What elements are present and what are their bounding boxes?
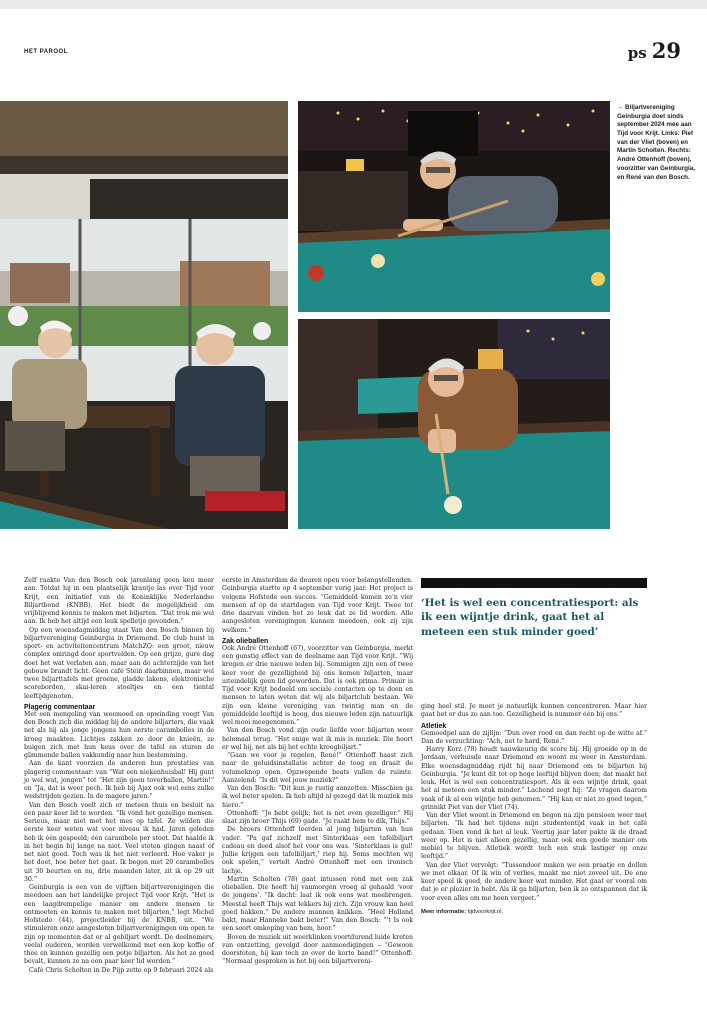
paragraph: De broers Ottenhoff leerden al jong biljarten van hun vader. “Pa gaf zichzelf met Sinterklaas een tafelbiljart cadeau en deed alsof het voor ons was. ‘Sinterklaas is gul! Jullie krijgen een tafelbiljart,’ riep hij. Soms mochten wij ook spelen,” vertelt André Ottenhoff met een ironisch lachje. (222, 826, 413, 875)
paragraph: Op een woensdagmiddag staat Van den Bosch binnen bij biljartvereniging Geinburgia in Driemond. De club huist in sport- en activiteitencentrum MatchZO: een groot, nieuw complex omringd door sportvelden. Op een grijze, gure dag doet het wat verlaten aan, maar aan de achterzijde van het gebouw brandt licht. Geen café Stein daarbinnen, maar wel twee biljarttafels met groene, gladde lakens, elektronische scoreborden, skai-leren stoeltjes en een tiental leeftijdgenoten. (24, 626, 214, 700)
more-info (421, 909, 647, 915)
subheading-plagerig-commentaar: Plagerig commentaar (24, 703, 96, 711)
caption-text: Biljartvereniging Geinburgia doet sinds september 2024 mee aan Tijd voor Krijt. Links: Piet van der Vliet (boven) en Martin Scholten. Rechts: André Ottenhoff (boven), voorzitter van Geinburgia, en René van den Bosch. (617, 104, 696, 181)
article-column-2 (222, 577, 413, 967)
paragraph: Van den Bosch vond zijn oude liefde voor biljarten weer helemaal terug. “Het enige wat ik mis is muziek. Die hoort er wel bij, net als bij het echte kroegbiljart.” (222, 727, 413, 751)
paragraph: Ook André Ottenhoff (67), voorzitter van Geinburgia, merkt een gunstig effect van de deelname aan Tijd voor Krijt. “Wij kregen er drie nieuwe leden bij. Sommigen zijn een of twee keer voor de gezelligheid bij ons komen biljarten, maar uiteindelijk geen lid geworden. Dat is ook prima. Primair is Tijd voor Krijt bedoeld om sociale contacten op te doen en mensen te laten weten dat wij als biljartclub bestaan. We zijn een kleine vereniging van twintig man en de gemiddelde leeftijd is hoog, dus nieuwe leden zijn natuurlijk wel mooi meegenomen.” (222, 644, 413, 726)
more-info-label: Meer informatie: (421, 908, 467, 915)
paragraph: Van den Bosch: “Dit kun je rustig aanzetten. Misschien ga ik wel beter spelen. Ik heb altijd al gezegd dat ik muziek mis hiero.” (222, 785, 413, 809)
publication-name: HET PAROOL (24, 49, 68, 55)
paragraph: Van der Vliet vervolgt: “Tussendoor maken we een praatje en dollen we met elkaar. Of ik win of verlies, maakt me niet zoveel uit. De ene keer speel ik goed, de andere keer wat minder. Het gaat er vooral om dat je er plezier in hebt. Als ik ga biljarten, ben ik zo ontspannen dat ik voor even alles om me heen vergeet.” (421, 861, 647, 902)
subheading-zak-olieballen: Zak olieballen (222, 637, 269, 645)
page-number-value: 29 (651, 38, 681, 63)
paragraph: Aan de kant voorzien de anderen hun prestaties van plagerig commentaar: van “Wat een niekenhuisbal! Hij gunt je wel wat, jongen” tot “Het zijn geen toverballen, Martin!” en “Ja, dat is weer pech. Ik heb bij Ajax ook wel eens zulke wedstrijden gezien. In de magere jaren.” (24, 760, 214, 801)
top-band (0, 0, 707, 9)
photo-caption (617, 104, 701, 182)
paragraph: eerste in Amsterdam de deuren open voor belangstellenden. Geinburgia startte op 4 september vorig jaar. Het project is volgens Hofstede een succes. “Gemiddeld komen zo’n vier mensen af op de startdagen van Tijd voor Krijt. Twee tot drie daarvan vinden het zo leuk dat ze lid worden. Alle aangesloten verenigingen kunnen meedoen, ook zij zijn welkom.” (222, 577, 413, 634)
more-info-link[interactable]: tijdvoorkrijt.nl. (467, 908, 504, 915)
paragraph: Ottenhoff: “Je hebt gelijk; het is net even gezelliger.” Hij slaat zijn broer Thijs (69) gade. “Je raakt hem te dik, Thijs.” (222, 809, 413, 825)
pullquote: ‘Het is wel een concentratiesport: als ik een wijntje drink, gaat het al meteen een stuk minder goed’ (421, 597, 639, 638)
photo-man-in-grey-sweater-shooting (298, 101, 610, 312)
paragraph: ging heel stil. Je moet je natuurlijk kunnen concentreren. Maar hier gaat het er dus zo aan toe. Gezelligheid is nummer één bij ons.” (421, 703, 647, 719)
paragraph: “Gaan we voor je regelen, René!” Ottenhoff haast zich naar de geluidsinstallatie achter de toog en draait de volumeknop open. Opzwepende beats vullen de ruimte. Aanzelend: “Is dit wel jouw muziek?” (222, 752, 413, 784)
paragraph: Harry Korz (78) houdt nauwkeurig de score bij. Hij groeide op in de Jordaan, verhuisde naar Driemond en woont nu weer in Amsterdam. Elke woensdagmiddag rijdt hij naar Driemond om te biljarten bij Geinburgia. “Je kunt dit tot op hoge leeftijd blijven doen; dat maakt het leuk. Het is wel een concentratiesport. Als ik een wijntje drink, gaat het al meteen een stuk minder.” Lachend zegt hij: “Ze vragen daarom vaak of ik al een wijntje heb genomen.” “Hij kan er niet zo goed tegen,” grinnikt Piet van der Vliet (74). (421, 746, 647, 811)
paragraph: Boven de muziek uit weerklinken voortdurend luide kreten van ontzetting, gevolgd door aanmoedigingen – “Gewoon doorstoten, hij kan toch zo over de korte band!” Ottenhoff: “Normaal gesproken is het bij een biljartvereni- (222, 933, 413, 966)
page-number (628, 38, 681, 63)
paragraph: Zelf raakte Van den Bosch ook jarenlang geen keu meer aan. Totdat hij in een plaatselijk krantje las over Tijd voor Krijt, een initiatief van de Koninklijke Nederlandse Biljartbond (KNBB). Het biedt de mogelijkheid om vrijblijvend kennis te maken met biljarten. “Dat trok me wel aan. Ik heb het altijd een leuk spelletje gevonden.” (24, 577, 214, 626)
paragraph: Café Chris Scholten in De Pijp zette op 9 februari 2024 als (29, 966, 214, 974)
article-column-3 (421, 703, 647, 915)
paragraph: Van der Vliet woont in Driemond en begon na zijn pensioen weer met biljarten. “Ik had het tijdens mijn studententijd vaak in het café gedaan. Toen vond ik het al leuk. Veertig jaar later pakte ik de draad weer op. Het is niet alleen gezellig, maar ook een goede manier om mobiel te blijven. Atletiek wordt toch een stuk lastiger op onze leeftijd.” (421, 812, 647, 861)
paragraph: Van den Bosch voelt zich er meteen thuis en besluit na een paar keer lid te worden. “Ik vond het gezellige mensen. Serieus, maar niet met het mes op tafel. Ze wilden die eerste keer weten wat voor niveau ik had. Jaren geleden heb ik één gespeeld; één carambole per stoot. Dat haalde ik in het begin bij lange na niet. Veel stoten gingen naast of net niet goed. Toch was ik het niet verleerd. Hoe vaker je het doet, hoe beter het gaat. Ik begon met 20 carambolles uit 30 beurten en nu, drie maanden later, zit ik op 29 uit 30.” (24, 801, 214, 883)
article-column-1 (24, 577, 214, 975)
paragraph: Geinburgia is een van de vijftien biljartverenigingen die meedoen aan het landelijke project Tijd voor Krijt. “Het is een laagdrempelige manier om andere mensen te ontmoeten en kennis te maken met biljarten,” legt Michel Hofstede (44), projectleider bij de KNBB, uit. “We stimuleren onze aangesloten biljartverenigingen om open te zijn op momenten dat er al gebiljart wordt. De deelnemers, veelal ouderen, worden verwelkomd met een kop koffie of thee en kunnen gezellig een potje biljarten. Als het ze goed bevalt, kunnen ze na een paar keer lid worden.” (24, 884, 214, 966)
pullquote-rule (421, 578, 647, 588)
section-logo: ps (627, 44, 647, 62)
photo-man-in-brown-jacket-aiming (298, 319, 610, 529)
paragraph: Martin Scholten (78) gaat intussen rond met een zak olieballen. Die heeft hij vanmorgen vroeg al gehaald ‘voor de jongens’. “Ik dacht: laat ik ook eens wat meebrengen. Meestal heeft Thijs wat lekkers bij zich. Zijn vrouw kan heel goed bakken.” De andere mannen knikken. “Heel Holland bakt, maar Hanneke bakt beter!” Van den Bosch: “’t Is ook een soort omkoping van hem, hoor.” (222, 875, 413, 933)
subheading-atletiek: Atletiek (421, 722, 447, 730)
paragraph: Met een mengeling van weemoed en opwinding voegt Van den Bosch zich die middag bij de andere biljarters, die vaak net als hij als jonge jongens hun eerste carambolles in de kroeg maakten. Lichtjes zakken ze door de knieën, ze buigen zich met hun keus over de tafel en sturen de glimmende ballen vakkundig naar hun bestemming. (24, 710, 214, 759)
photo-two-men-at-window (0, 101, 288, 529)
paragraph: Gemoedpel aan de zijlijn: “Dun over rood en dan recht op de witte af.” Dan de verzuchting: “Ach, net te hard, René.” (421, 729, 647, 745)
caption-arrow-icon: → (617, 104, 624, 111)
